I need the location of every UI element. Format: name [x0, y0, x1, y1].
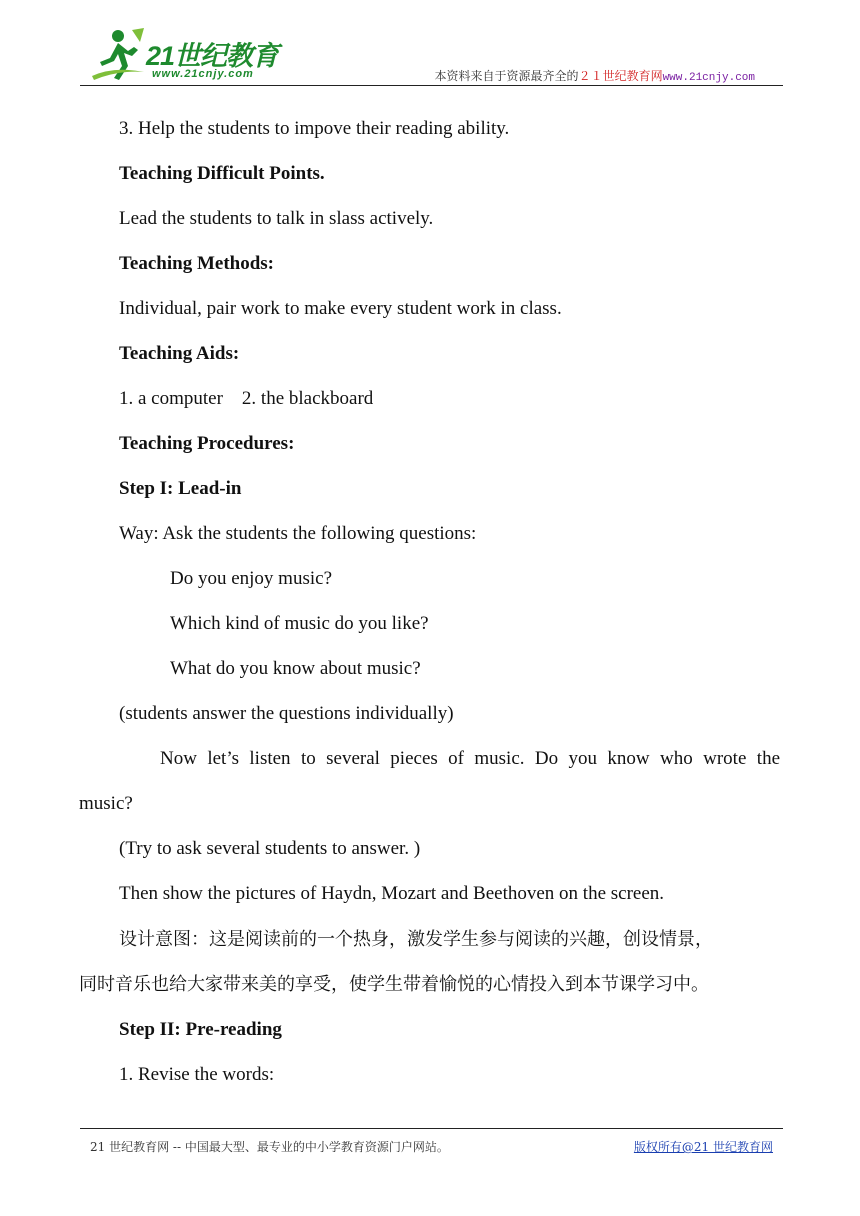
question-line: Which kind of music do you like? — [170, 613, 429, 634]
text-line: Lead the students to talk in slass actively. — [119, 208, 434, 229]
design-intent-line: 设计意图：这是阅读前的一个热身，激发学生参与阅读的兴趣，创设情景， — [119, 929, 713, 950]
heading-step-2: Step II: Pre-reading — [119, 1019, 282, 1040]
text-line: Way: Ask the students the following questions: — [119, 523, 477, 544]
footer-divider — [80, 1128, 783, 1129]
heading-teaching-procedures: Teaching Procedures: — [119, 433, 295, 454]
site-logo — [88, 26, 288, 86]
heading-step-1: Step I: Lead-in — [119, 478, 242, 499]
text-line: 1. Revise the words: — [119, 1064, 275, 1085]
logo-text: 21世纪教育 — [146, 41, 279, 71]
footer-text: 21 世纪教育网 -- 中国最大型、最专业的中小学教育资源门户网站。 — [90, 1140, 449, 1154]
question-line: What do you know about music? — [170, 658, 421, 679]
text-line: Then show the pictures of Haydn, Mozart and Beethoven on the screen. — [119, 883, 665, 904]
header-note-brand: ２１世纪教育网 — [578, 69, 663, 83]
paragraph-line: Now let’s listen to several pieces of music. Do you know who wrote the — [160, 748, 780, 769]
paragraph-line: music? — [79, 793, 133, 814]
header-note — [435, 67, 755, 84]
heading-difficult-points: Teaching Difficult Points. — [119, 163, 325, 184]
heading-teaching-aids: Teaching Aids: — [119, 343, 240, 364]
footer-copyright-link[interactable]: 版权所有@21 世纪教育网 — [633, 1140, 773, 1154]
header-divider — [80, 85, 783, 86]
text-line: (students answer the questions individually) — [119, 703, 454, 724]
text-line: 1. a computer 2. the blackboard — [119, 388, 374, 409]
page-header — [80, 20, 783, 86]
runner-logo-icon — [88, 26, 148, 84]
text-line: 3. Help the students to impove their reading ability. — [119, 118, 510, 139]
question-line: Do you enjoy music? — [170, 568, 333, 589]
header-note-url[interactable]: www.21cnjy.com — [662, 72, 755, 84]
design-intent-line: 同时音乐也给大家带来美的享受，使学生带着愉悦的心情投入到本节课学习中。 — [79, 974, 709, 995]
heading-teaching-methods: Teaching Methods: — [119, 253, 275, 274]
text-line: (Try to ask several students to answer. ) — [119, 838, 421, 859]
header-note-prefix: 本资料来自于资源最齐全的 — [434, 69, 579, 83]
logo-url: www.21cnjy.com — [152, 68, 254, 80]
text-line: Individual, pair work to make every student work in class. — [119, 298, 562, 319]
